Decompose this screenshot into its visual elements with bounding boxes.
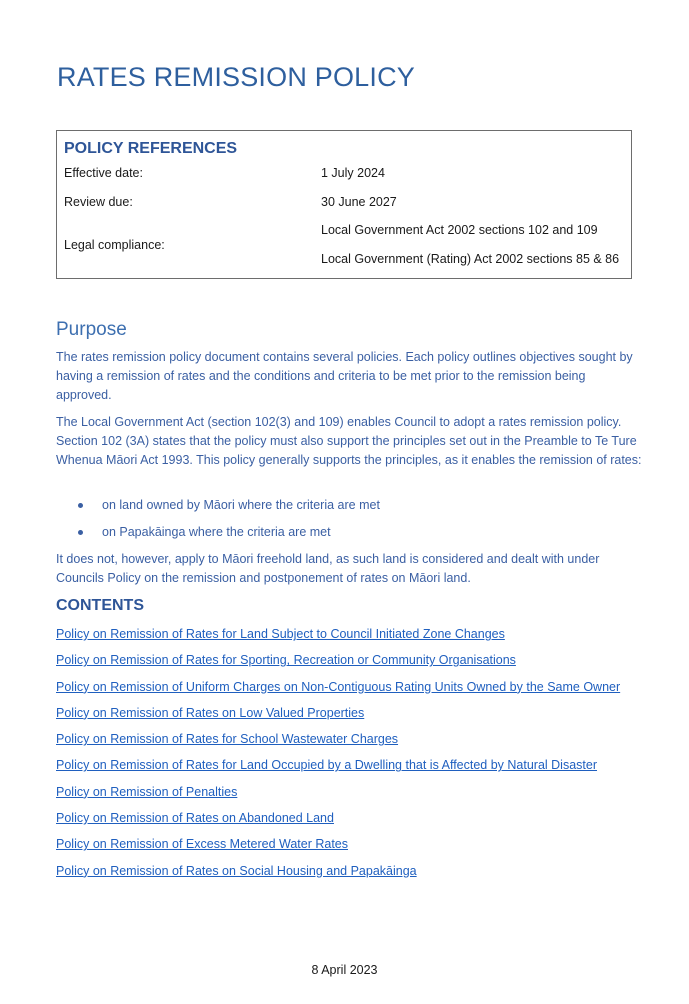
- list-item: [56, 834, 620, 860]
- contents-link-metered-water[interactable]: Policy on Remission of Excess Metered Water Rates: [56, 837, 349, 852]
- purpose-paragraph-2: The Local Government Act (section 102(3) and 109) enables Council to adopt a rates remission policy. Section 102 (3A) states that the policy must also support the principles set out in the Preamble to Te Ture Whenua Māori Act 1993. This policy generally supports the principles, as it enables the remission of rates:: [56, 415, 642, 467]
- bullet-icon: [78, 503, 83, 508]
- list-item: [56, 650, 620, 676]
- effective-date-label: Effective date:: [64, 166, 143, 180]
- bullet-text: on Papakāinga where the criteria are met: [102, 525, 331, 539]
- contents-link-social-housing[interactable]: Policy on Remission of Rates on Social Housing and Papakāinga: [56, 863, 417, 878]
- contents-link-abandoned-land[interactable]: Policy on Remission of Rates on Abandoned Land: [56, 811, 334, 826]
- list-item: [56, 624, 620, 650]
- contents-link-uniform-charges[interactable]: Policy on Remission of Uniform Charges on Non-Contiguous Rating Units Owned by the Same Owner: [56, 679, 621, 694]
- legal-compliance-value-2: Local Government (Rating) Act 2002 sections 85 & 86: [321, 252, 620, 266]
- legal-compliance-label: Legal compliance:: [64, 238, 165, 252]
- policy-references-box: [56, 130, 632, 279]
- page-title: RATES REMISSION POLICY: [57, 62, 415, 92]
- purpose-heading: Purpose: [56, 319, 127, 340]
- review-due-label: Review due:: [64, 195, 133, 209]
- contents-link-natural-disaster[interactable]: Policy on Remission of Rates for Land Occupied by a Dwelling that is Affected by Natural Disaster: [56, 758, 598, 773]
- list-item: [56, 861, 620, 887]
- legal-compliance-value-1: Local Government Act 2002 sections 102 and 109: [321, 223, 598, 237]
- contents-link-school-wastewater[interactable]: Policy on Remission of Rates for School Wastewater Charges: [56, 732, 399, 747]
- list-item: [56, 677, 620, 703]
- policy-references-heading: POLICY REFERENCES: [64, 140, 238, 157]
- list-item: [56, 782, 620, 808]
- contents-list: [56, 624, 620, 887]
- bullet-icon: [78, 530, 83, 535]
- purpose-paragraph-1: The rates remission policy document contains several policies. Each policy outlines objectives sought by having a remission of rates and the conditions and criteria to be met prior to the remission being approved.: [56, 350, 633, 402]
- purpose-paragraph-3: It does not, however, apply to Māori freehold land, as such land is considered and dealt with under Councils Policy on the remission and postponement of rates on Māori land.: [56, 552, 600, 585]
- contents-link-low-valued[interactable]: Policy on Remission of Rates on Low Valued Properties: [56, 705, 365, 720]
- effective-date-value: 1 July 2024: [321, 166, 385, 180]
- list-item: [56, 755, 620, 781]
- list-item: [56, 808, 620, 834]
- footer-date: 8 April 2023: [311, 963, 378, 977]
- list-item: [56, 703, 620, 729]
- list-item: [56, 729, 620, 755]
- bullet-text: on land owned by Māori where the criteria are met: [102, 498, 380, 512]
- contents-link-penalties[interactable]: Policy on Remission of Penalties: [56, 784, 238, 799]
- contents-link-sporting[interactable]: Policy on Remission of Rates for Sporting, Recreation or Community Organisations: [56, 653, 516, 668]
- contents-link-zone-changes[interactable]: Policy on Remission of Rates for Land Subject to Council Initiated Zone Changes: [56, 627, 505, 641]
- review-due-value: 30 June 2027: [321, 195, 397, 209]
- contents-heading: CONTENTS: [56, 597, 144, 614]
